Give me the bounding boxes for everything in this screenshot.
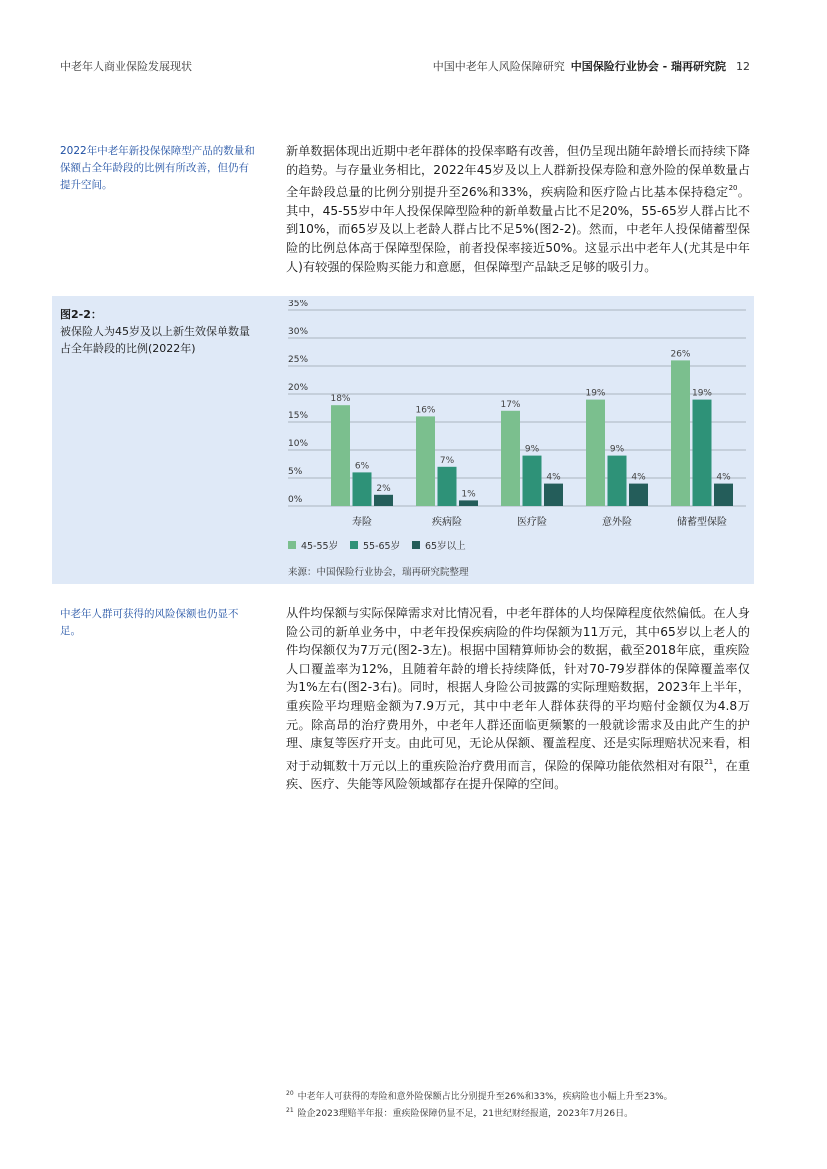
- data-label: 19%: [691, 388, 713, 399]
- footnote-ref[interactable]: 21: [704, 757, 714, 766]
- data-label: 4%: [546, 472, 561, 483]
- bar-65岁以上-意外险: [629, 484, 648, 506]
- sidenote-new-policies: 2022年中老年新投保保障型产品的数量和保额占全年龄段的比例有所改善，但仍有提升空间。: [60, 145, 255, 191]
- legend-swatch: [350, 541, 358, 549]
- bar-65岁以上-储蓄型保险: [714, 484, 733, 506]
- bar-45-55岁-疾病险: [416, 416, 435, 506]
- y-tick-label: 10%: [288, 439, 309, 449]
- figure-caption: [60, 306, 260, 357]
- running-header-report: [433, 58, 750, 74]
- legend-label: 55-65岁: [363, 541, 401, 552]
- legend-label: 45-55岁: [301, 541, 339, 552]
- report-title: 中国中老年人风险保障研究: [432, 60, 565, 73]
- y-tick-label: 0%: [288, 495, 303, 505]
- paragraph-coverage: [286, 604, 750, 794]
- legend-swatch: [412, 541, 420, 549]
- bar-55-65岁-寿险: [353, 472, 372, 506]
- y-tick-label: 5%: [288, 467, 303, 477]
- data-label: 17%: [500, 399, 521, 410]
- footnote-ref[interactable]: 20: [728, 184, 738, 193]
- figure-title: 被保险人为45岁及以上新生效保单数量占全年龄段的比例(2022年): [60, 325, 250, 355]
- data-label: 6%: [354, 461, 370, 472]
- bar-65岁以上-寿险: [374, 495, 393, 506]
- y-tick-label: 20%: [288, 383, 309, 393]
- legend-swatch: [288, 541, 296, 549]
- data-label: 2%: [376, 483, 391, 494]
- x-category-label: 意外险: [602, 517, 632, 528]
- bar-65岁以上-医疗险: [544, 484, 563, 506]
- paragraph-text: 从件均保额与实际保障需求对比情况看，中老年群体的人均保障程度依然偏低。在人身险公司的新单业务中，中老年投保疾病险的件均保额为11万元，其中65岁以上老人的件均保额仅为7万元(图2-3左)。根据中国精算师协会的数据，截至2018年底，重疾险人口覆盖率为12%，且随着年龄的增长持续降低，针对70-79岁群体的保障覆盖率仅为1%左右(图2-3右)。同时，根据人身险公司披露的实际理赔数据，2023年上半年，重疾险平均理赔金额为7.9万元，其中中老年人群体获得的平均赔付金额仅为4.8万元。除高昂的治疗费用外，中老年人群还面临更频繁的一般就诊需求及由此产生的护理、康复等医疗开支。由此可见，无论从保额、覆盖程度、还是实际理赔状况来看，相对于动辄数十万元以上的重疾险治疗费用而言，保险的保障功能依然相对有限: [286, 606, 750, 773]
- data-label: 18%: [330, 394, 351, 405]
- data-label: 19%: [585, 388, 606, 399]
- paragraph-text: 。其中，45-55岁中年人投保保障型险种的新单数量占比不足20%，55-65岁人群占比不到10%，而65岁及以上老龄人群占比不足5%(图2-2)。然而，中老年人投保储蓄型保险的比例总体高于保障型保险，前者投保率接近50%。这显示出中老年人(尤其是中年人)有较强的保险购买能力和意愿，但保障型产品缺乏足够的吸引力。: [286, 185, 750, 274]
- figure-source: 来源：中国保险行业协会，瑞再研究院整理: [288, 567, 469, 578]
- running-header-section: 中老年人商业保险发展现状: [60, 60, 192, 73]
- figure-number: 图2-2：: [60, 308, 102, 321]
- footnote-20: $^{20}$ 中老年人可获得的寿险和意外险保额占比分别提升至26%和33%，疾病险也小幅上升至23%。: [286, 1090, 673, 1102]
- footnote-21: $^{21}$ 险企2023理赔半年报：重疾险保障仍显不足，21世纪财经报道，2023年7月26日。: [286, 1107, 634, 1119]
- y-tick-label: 15%: [288, 411, 309, 421]
- paragraph-text: ，在重疾、医疗、失能等风险领域都存在提升保障的空间。: [286, 758, 751, 792]
- x-category-label: 疾病险: [432, 517, 462, 528]
- bar-45-55岁-意外险: [586, 400, 605, 506]
- data-label: 16%: [415, 405, 436, 416]
- bar-chart: [280, 300, 750, 562]
- bar-55-65岁-医疗险: [523, 456, 542, 506]
- y-tick-label: 35%: [288, 300, 309, 309]
- organization-name: 中国保险行业协会 - 瑞再研究院: [570, 60, 726, 73]
- data-label: 4%: [716, 472, 731, 483]
- paragraph-text: 新单数据体现出近期中老年群体的投保率略有改善，但仍呈现出随年龄增长而持续下降的趋势。与存量业务相比，2022年45岁及以上人群新投保寿险和意外险的保单数量占全年龄段总量的比例分别提升至26%和33%，疾病险和医疗险占比基本保持稳定: [286, 144, 750, 200]
- y-tick-label: 30%: [288, 327, 309, 337]
- footnotes: [286, 1087, 673, 1121]
- data-label: 7%: [439, 455, 455, 466]
- bar-65岁以上-疾病险: [459, 500, 478, 506]
- y-axis-ticks: [288, 300, 308, 505]
- legend-label: 65岁以上: [425, 541, 466, 552]
- data-label: 4%: [631, 472, 646, 483]
- x-category-label: 储蓄型保险: [677, 517, 727, 528]
- bar-45-55岁-医疗险: [501, 411, 520, 506]
- page-number: 12: [736, 60, 750, 73]
- chart-bars: [331, 360, 733, 506]
- chart-legend: [288, 540, 466, 552]
- data-label: 26%: [670, 349, 691, 360]
- bar-45-55岁-寿险: [331, 405, 350, 506]
- x-category-label: 医疗险: [517, 517, 547, 528]
- data-label: 9%: [524, 444, 540, 455]
- bar-55-65岁-意外险: [608, 456, 627, 506]
- data-label: 9%: [609, 444, 625, 455]
- bar-45-55岁-储蓄型保险: [671, 360, 690, 506]
- sidenote-coverage-amount: 中老年人群可获得的风险保额也仍显不足。: [60, 608, 239, 637]
- y-tick-label: 25%: [288, 355, 309, 365]
- x-axis-categories: [352, 515, 727, 528]
- data-label: 1%: [461, 489, 476, 500]
- bar-55-65岁-疾病险: [438, 467, 457, 506]
- x-category-label: 寿险: [352, 517, 372, 528]
- bar-55-65岁-储蓄型保险: [693, 400, 712, 506]
- paragraph-new-business: [286, 142, 750, 276]
